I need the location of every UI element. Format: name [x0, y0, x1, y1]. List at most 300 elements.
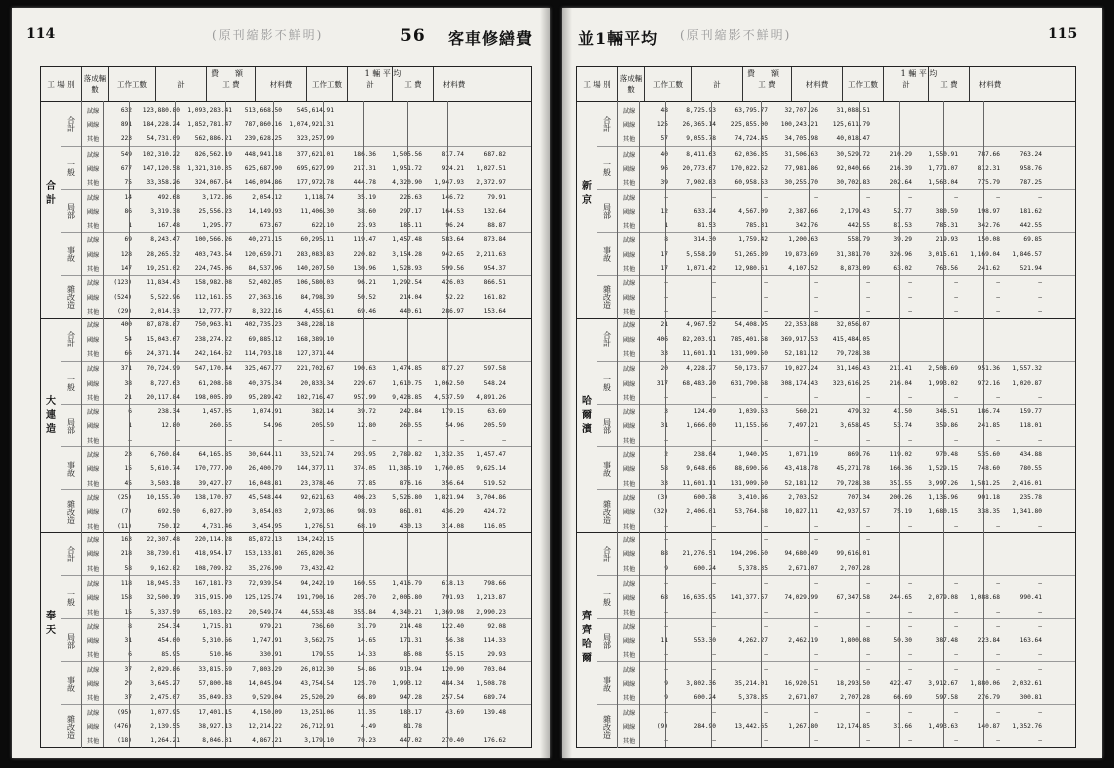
group-row — [61, 232, 531, 276]
cell-pwd: 166.36 — [889, 465, 912, 473]
cell-pmat: 161.82 — [483, 293, 506, 301]
cell-cars: 48 — [660, 106, 668, 114]
cell-plab: 120.90 — [441, 665, 464, 673]
cell-cars: 223 — [120, 135, 132, 143]
line-type-label: 試線 — [86, 107, 100, 115]
cell-plab: — — [996, 651, 1000, 659]
cell-mat: 177,972.78 — [296, 179, 334, 187]
cell-lab: 16,048.81 — [248, 479, 282, 487]
line-type-label: 試線 — [86, 237, 100, 245]
cell-wd: 26,365.14 — [682, 120, 716, 128]
cell-tot: 12,777.77 — [198, 308, 232, 315]
group-row — [61, 489, 531, 533]
cell-pmat: 2,416.01 — [1012, 479, 1042, 487]
section-label: 新 京 — [582, 181, 592, 207]
cell-pmat: 689.74 — [483, 694, 506, 702]
cell-cars: 6 — [128, 408, 132, 416]
cell-mat: 94,242.19 — [300, 579, 334, 587]
cell-pwd: 39.29 — [893, 236, 912, 244]
cell-pmat: 2,211.63 — [476, 250, 506, 258]
cell-cars: 66 — [124, 349, 132, 357]
cell-mat: 382.14 — [311, 408, 334, 416]
cell-cars: 128 — [120, 250, 132, 258]
cell-lab: 2,462.19 — [788, 637, 818, 645]
cell-pwd: — — [908, 308, 912, 315]
cell-pmat: 235.78 — [1019, 494, 1042, 502]
cell-pmat: — — [1038, 436, 1042, 444]
line-type-label: 試線 — [86, 580, 100, 588]
cell-plab: — — [460, 436, 464, 444]
cell-wd: — — [712, 737, 716, 745]
cell-tot: 220,114.28 — [194, 535, 232, 543]
column-header: 計 — [884, 67, 929, 101]
line-type-label: 其他 — [622, 480, 636, 488]
cell-lab: 342.76 — [795, 222, 818, 230]
cell-pmat: — — [1038, 622, 1042, 630]
cell-cars: 15 — [124, 608, 132, 616]
cell-ptot: 387.48 — [935, 637, 958, 645]
cell-plab: 356.64 — [441, 479, 464, 487]
cell-mat: 13,251.06 — [300, 708, 334, 716]
table-row — [618, 390, 1075, 404]
cell-plab: 140.87 — [977, 723, 1000, 731]
column-rule — [273, 101, 274, 747]
cell-tot: 131,909.50 — [730, 349, 768, 357]
cell-cars: 20 — [660, 365, 668, 373]
cell-lab: 54.96 — [263, 422, 282, 430]
cell-tot: 198,005.89 — [194, 393, 232, 401]
line-block — [618, 362, 1075, 405]
cell-wd: 4,228.27 — [686, 365, 716, 373]
cell-plab: — — [996, 279, 1000, 287]
cell-plab: 241.62 — [977, 265, 1000, 273]
cell-pwd: 216.04 — [889, 379, 912, 387]
line-type-label: 國線 — [622, 724, 636, 732]
table-row — [618, 734, 1075, 748]
cell-plab: 791.93 — [441, 594, 464, 602]
column-rule — [225, 101, 226, 747]
cell-pwd: 39.72 — [357, 408, 376, 416]
table-row — [82, 304, 531, 318]
cell-lab: — — [814, 737, 818, 745]
cell-cars: 891 — [120, 120, 132, 128]
cell-lab: 1,267.80 — [788, 723, 818, 731]
cell-lab: 330.91 — [259, 651, 282, 659]
table-row — [618, 547, 1075, 561]
cell-lab: 1,071.19 — [788, 451, 818, 459]
cell-cars: 88 — [660, 550, 668, 558]
cell-wd: 9,055.78 — [686, 135, 716, 143]
column-rule — [407, 101, 408, 747]
cell-pmat: — — [502, 436, 506, 444]
cell-lab: 52,181.12 — [784, 479, 818, 487]
table-row — [82, 676, 531, 690]
cell-ptot: — — [954, 708, 958, 716]
cell-pwd: 422.47 — [889, 680, 912, 688]
cell-tot: 826,562.19 — [194, 150, 232, 158]
column-rule — [129, 101, 130, 747]
cell-cars: — — [664, 737, 668, 745]
line-type-label: 國線 — [86, 336, 100, 344]
cell-mat: 377,621.01 — [296, 150, 334, 158]
cell-ptot: — — [954, 737, 958, 745]
column-header: 工作工數 — [645, 67, 692, 101]
column-header: 工 費 — [929, 67, 970, 101]
cell-wd: 2,406.01 — [686, 508, 716, 516]
table-row — [82, 576, 531, 590]
cell-pmat: — — [1038, 308, 1042, 315]
cell-mat: 140,207.50 — [296, 265, 334, 273]
table-row — [82, 519, 531, 533]
line-type-label: 國線 — [622, 380, 636, 388]
cell-cars: 33 — [660, 479, 668, 487]
cell-lab: — — [814, 608, 818, 616]
cell-cars: (11) — [117, 522, 132, 530]
column-rule — [665, 101, 666, 747]
column-rule — [983, 101, 984, 747]
cell-wd: — — [712, 393, 716, 401]
cell-tot: 3,172.86 — [202, 193, 232, 201]
table-row — [82, 376, 531, 390]
line-block — [618, 233, 1075, 276]
cell-lab: 100,243.21 — [780, 120, 818, 128]
group-label: 一般 — [597, 576, 618, 619]
cell-pwd: — — [908, 193, 912, 201]
column-rule — [81, 101, 82, 747]
column-rule — [809, 101, 810, 747]
cell-cars: 1 — [128, 222, 132, 230]
cell-lab: 22,353.88 — [784, 321, 818, 329]
line-type-label: 其他 — [86, 350, 100, 358]
table-row — [82, 648, 531, 662]
cell-tot: 3,410.86 — [738, 494, 768, 502]
cell-pmat: — — [1038, 708, 1042, 716]
cell-lab: 16,920.51 — [784, 680, 818, 688]
cell-ptot: 970.48 — [935, 451, 958, 459]
table-row — [82, 433, 531, 447]
cell-cars: 8 — [664, 236, 668, 244]
cell-ptot: — — [954, 665, 958, 673]
cell-wd: 70,724.99 — [146, 365, 180, 373]
cell-lab: 72,939.54 — [248, 579, 282, 587]
cell-pmat: 780.55 — [1019, 465, 1042, 473]
line-type-label: 試線 — [622, 452, 636, 460]
cell-ptot: 1,136.96 — [928, 494, 958, 502]
table-row — [618, 561, 1075, 575]
cell-wd: 33,358.26 — [146, 179, 180, 187]
cell-pwd: 96.21 — [357, 279, 376, 287]
cell-pwd: 66.69 — [893, 694, 912, 702]
cell-lab: 45,548.44 — [248, 494, 282, 502]
cell-wd: 1,666.00 — [686, 422, 716, 430]
cell-tot: 4,567.09 — [738, 207, 768, 215]
cell-pwd: 35.19 — [357, 193, 376, 201]
table-row — [82, 117, 531, 131]
cell-tot: 33,815.59 — [198, 665, 232, 673]
cell-ptot: 2,005.80 — [392, 594, 422, 602]
cell-mat: 736.60 — [311, 622, 334, 630]
cell-cars: 118 — [120, 579, 132, 587]
cell-ptot: 1,563.04 — [928, 179, 958, 187]
line-block — [82, 147, 531, 190]
line-block — [618, 405, 1075, 448]
cell-mat: 191,790.16 — [296, 594, 334, 602]
cell-mat: 11,406.30 — [300, 207, 334, 215]
cell-lab: 74,029.99 — [784, 594, 818, 602]
cell-pmat: 424.72 — [483, 508, 506, 516]
cell-wd: 7,902.83 — [686, 179, 716, 187]
cell-pmat: 990.41 — [1019, 594, 1042, 602]
cell-wd: 54,731.09 — [146, 135, 180, 143]
cell-cars: 31 — [124, 637, 132, 645]
group-row — [597, 404, 1075, 448]
cell-wd: 68,483.20 — [682, 379, 716, 387]
cell-wd: 9,648.66 — [686, 465, 716, 473]
cell-wd: 600.78 — [693, 494, 716, 502]
group-label: 局部 — [597, 619, 618, 662]
cell-ptot: 1,474.85 — [392, 365, 422, 373]
cell-ptot: 447.02 — [399, 737, 422, 745]
cell-mat: 1,074,921.31 — [289, 120, 334, 128]
cell-ptot: — — [954, 436, 958, 444]
cell-ptot: — — [954, 651, 958, 659]
cell-ptot: 947.28 — [399, 694, 422, 702]
cell-pwd: 957.99 — [353, 393, 376, 401]
cell-mat: 40,018.47 — [836, 135, 870, 143]
cell-pwd: — — [908, 436, 912, 444]
group-row — [61, 532, 531, 575]
cell-cars: 40 — [660, 150, 668, 158]
group-row — [61, 575, 531, 619]
cell-mat: 45,271.78 — [836, 465, 870, 473]
cell-lab: 14,149.93 — [248, 207, 282, 215]
cell-plab: — — [996, 622, 1000, 630]
cell-cars: 58 — [124, 564, 132, 572]
cell-pwd: 38.60 — [357, 207, 376, 215]
cell-pwd: 119.02 — [889, 451, 912, 459]
table-row — [618, 147, 1075, 161]
cell-lab: 43,418.78 — [784, 465, 818, 473]
table-row — [82, 462, 531, 476]
cell-mat: 869.76 — [847, 451, 870, 459]
cell-cars: 1 — [128, 422, 132, 430]
cell-pwd: — — [908, 279, 912, 287]
cell-tot: 1,715.81 — [202, 622, 232, 630]
cell-ptot: 1,528.93 — [392, 265, 422, 273]
cell-mat: 92,621.63 — [300, 494, 334, 502]
column-header: 材料費 — [442, 79, 466, 89]
cell-pwd: 130.96 — [353, 265, 376, 273]
cell-tot: 108,709.32 — [194, 564, 232, 572]
cell-plab: — — [996, 608, 1000, 616]
binding-shadow — [562, 8, 572, 758]
cell-tot: 1,321,310.35 — [187, 164, 232, 172]
cell-pwd: 50.30 — [893, 637, 912, 645]
group-row — [597, 446, 1075, 490]
group-label: 合計 — [61, 103, 82, 146]
cell-lab: — — [814, 665, 818, 673]
line-block — [618, 662, 1075, 705]
cell-wd: — — [712, 622, 716, 630]
cell-cars: 69 — [124, 236, 132, 244]
table-row — [82, 204, 531, 218]
cell-wd: 8,725.93 — [686, 106, 716, 114]
data-table — [576, 66, 1076, 748]
line-type-label: 國線 — [86, 251, 100, 259]
cell-pwd: 14.33 — [357, 651, 376, 659]
cell-ptot: 1,505.56 — [392, 150, 422, 158]
line-type-label: 試線 — [86, 151, 100, 159]
cell-plab: 186.74 — [977, 408, 1000, 416]
line-block — [618, 447, 1075, 490]
cell-wd: 492.68 — [157, 193, 180, 201]
cell-pmat: 2,372.97 — [476, 179, 506, 187]
cell-mat: 558.79 — [847, 236, 870, 244]
cell-pwd: — — [908, 393, 912, 401]
cell-wd: 16,635.95 — [682, 594, 716, 602]
cell-plab: 150.08 — [977, 236, 1000, 244]
cell-pwd: 205.70 — [353, 594, 376, 602]
table-row — [82, 505, 531, 519]
cell-cars: 21 — [124, 393, 132, 401]
cell-wd: 85.95 — [161, 651, 180, 659]
page-title: 並1輛平均 — [578, 29, 659, 48]
table-row — [618, 648, 1075, 662]
cell-mat: — — [330, 436, 334, 444]
cell-ptot: 1,771.07 — [928, 164, 958, 172]
cell-plab: 817.74 — [441, 150, 464, 158]
cell-ptot: 9,428.85 — [392, 393, 422, 401]
cell-cars: (95) — [117, 708, 132, 716]
cell-plab: 4,537.59 — [434, 393, 464, 401]
cell-wd: 5,337.59 — [150, 608, 180, 616]
cell-tot: — — [764, 622, 768, 630]
cell-mat: 31,381.70 — [836, 250, 870, 258]
table-row — [82, 346, 531, 360]
column-rule — [859, 101, 860, 747]
cell-cars: — — [664, 308, 668, 315]
column-header: 落成輛數 — [618, 67, 645, 101]
cell-pmat: 866.51 — [483, 279, 506, 287]
cell-plab: 286.97 — [441, 308, 464, 315]
cell-wd: 2,475.07 — [150, 694, 180, 702]
cell-wd: 600.24 — [693, 694, 716, 702]
cell-ptot: 81.78 — [403, 723, 422, 731]
cell-ptot: 1,493.63 — [928, 723, 958, 731]
cell-tot: 5,310.66 — [202, 637, 232, 645]
cell-wd: 5,522.96 — [150, 293, 180, 301]
cell-pwd: — — [908, 708, 912, 716]
line-type-label: 試線 — [86, 495, 100, 503]
cell-lab: 77,981.86 — [784, 164, 818, 172]
table-row — [618, 419, 1075, 433]
cell-tot: 1,759.42 — [738, 236, 768, 244]
cell-pwd: 229.67 — [353, 379, 376, 387]
cell-cars: 9 — [664, 680, 668, 688]
cell-cars: (25) — [117, 494, 132, 502]
cell-plab: — — [996, 436, 1000, 444]
cell-plab: 877.27 — [441, 365, 464, 373]
cell-tot: 5,378.35 — [738, 694, 768, 702]
cell-plab: 122.40 — [441, 622, 464, 630]
column-rule — [103, 101, 104, 747]
line-block — [618, 576, 1075, 619]
cell-lab: 10,827.11 — [784, 508, 818, 516]
cell-tot: 324,067.64 — [194, 179, 232, 187]
group-label: 一般 — [597, 147, 618, 190]
cell-tot: 50,173.67 — [734, 365, 768, 373]
cell-mat: 3,562.75 — [304, 637, 334, 645]
section-label: 合 計 — [46, 181, 56, 207]
cell-plab: 338.35 — [977, 508, 1000, 516]
binding-shadow — [540, 8, 550, 758]
cell-pmat: — — [1038, 665, 1042, 673]
cell-cars: 371 — [120, 365, 132, 373]
line-type-label: 國線 — [622, 208, 636, 216]
cell-pwd: 200.26 — [889, 494, 912, 502]
cell-pmat: — — [1038, 651, 1042, 659]
cell-mat: 12,174.85 — [836, 723, 870, 731]
cell-ptot: 1,993.02 — [928, 379, 958, 387]
table-row — [82, 447, 531, 461]
line-type-label: 其他 — [622, 394, 636, 402]
group-row — [597, 575, 1075, 619]
group-row — [597, 318, 1075, 361]
cell-tot: 1,295.77 — [202, 222, 232, 230]
cell-tot: 1,940.95 — [738, 451, 768, 459]
cell-pwd: — — [908, 737, 912, 745]
table-row — [618, 332, 1075, 346]
cell-cars: 406 — [656, 335, 668, 343]
page-title: 客車修繕費 — [448, 29, 534, 48]
cell-ptot: 185.11 — [399, 222, 422, 230]
line-type-label: 試線 — [622, 151, 636, 159]
cell-mat: 479.32 — [847, 408, 870, 416]
group-label: 一般 — [61, 576, 82, 619]
cell-cars: 37 — [124, 665, 132, 673]
cell-pwd: 217.31 — [353, 164, 376, 172]
cell-wd: 10,155.70 — [146, 494, 180, 502]
cell-pmat: 1,027.51 — [476, 164, 506, 172]
cell-lab: 7,497.21 — [788, 422, 818, 430]
cell-plab: 56.38 — [445, 637, 464, 645]
cell-ptot: — — [954, 393, 958, 401]
cell-wd: 8,411.63 — [686, 150, 716, 158]
cell-pwd: — — [908, 651, 912, 659]
line-type-label: 其他 — [86, 437, 100, 445]
cell-pwd: 75.19 — [893, 508, 912, 516]
line-type-label: 國線 — [86, 595, 100, 603]
left-page — [12, 8, 550, 758]
cell-wd: 1,077.95 — [150, 708, 180, 716]
cell-cars: 39 — [660, 179, 668, 187]
group-row — [61, 618, 531, 662]
group-label: 雜改造 — [61, 276, 82, 319]
cell-plab: 1,369.98 — [434, 608, 464, 616]
column-header: 工作工數 — [307, 67, 348, 101]
cell-pmat: 1,457.47 — [476, 451, 506, 459]
table-row — [618, 490, 1075, 504]
line-type-label: 國線 — [622, 423, 636, 431]
cell-mat: 323,616.25 — [832, 379, 870, 387]
table-row — [82, 362, 531, 376]
cell-pmat: 139.48 — [483, 708, 506, 716]
column-header: 落成輛數 — [82, 67, 109, 101]
cell-cars: 6 — [128, 651, 132, 659]
cell-tot: 1,093,283.41 — [187, 106, 232, 114]
cell-lab: — — [814, 308, 818, 315]
cell-lab: 40,271.15 — [248, 236, 282, 244]
